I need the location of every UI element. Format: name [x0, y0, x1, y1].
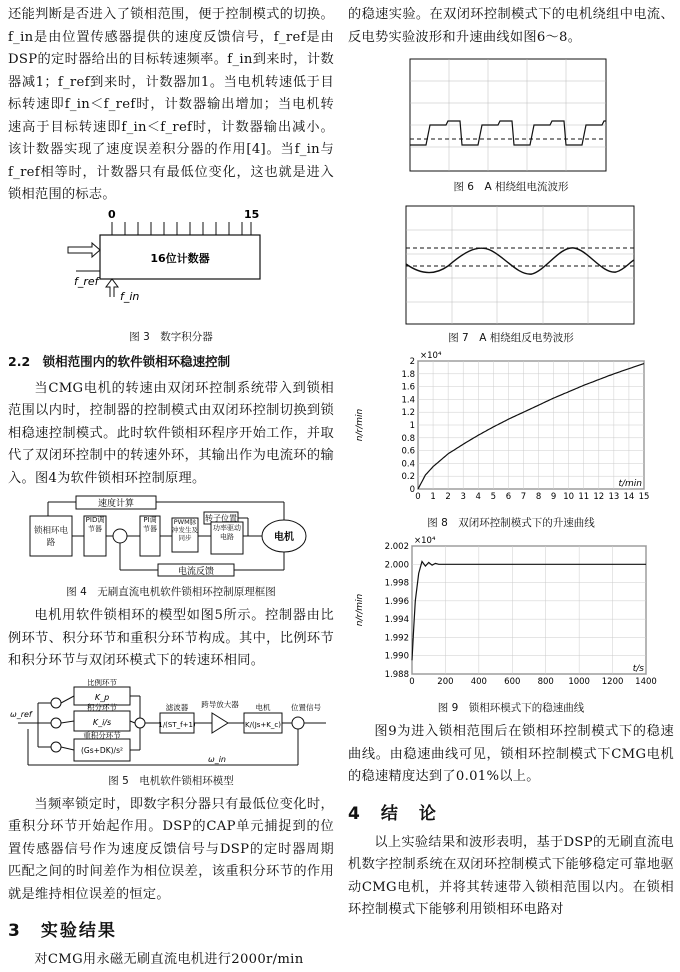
figure-3-integrator: [8, 207, 334, 325]
plot-area: [412, 546, 646, 674]
figure-6-waveform: [348, 55, 674, 175]
y-tick-label: 1.6: [401, 382, 415, 393]
y-tick-label: 1.990: [384, 651, 409, 662]
y-tick-label: 1.988: [384, 670, 409, 680]
input-arrow: [68, 243, 100, 257]
x-tick-label: 13: [608, 492, 620, 502]
x-tick-label: 15: [638, 492, 650, 502]
bit-0-label: 0: [108, 207, 116, 221]
x-tick-label: 400: [470, 677, 487, 687]
wref-label: ω_ref: [10, 709, 32, 719]
y-tick-label: 0.8: [401, 433, 415, 444]
motor-label: 电机: [274, 532, 294, 543]
section-4-heading: 4 结 论: [348, 803, 438, 824]
x-tick-label: 0: [415, 492, 421, 502]
axis-multiplier: ×10⁴: [420, 351, 442, 361]
pos-label: 位置信号: [291, 702, 321, 712]
drive-label: 功率驱动电路: [213, 524, 241, 541]
y-tick-label: 1.4: [401, 395, 415, 406]
y-tick-label: 0.4: [401, 459, 415, 470]
x-tick-label: 0: [409, 677, 415, 687]
counter-label: 16位计数器: [150, 251, 210, 265]
x-tick-label: 6: [505, 492, 512, 502]
x-tick-label: 5: [490, 492, 497, 502]
x-tick-label: 1400: [635, 677, 657, 687]
fref-label: f_ref: [74, 274, 99, 288]
figure-4-caption: 图 4 无刷直流电机软件锁相环控制原理框图: [66, 586, 276, 598]
paragraph: 图9为进入锁相范围后在锁相环控制模式下的稳速曲线。由稳速曲线可见，锁相环控制模式下CMG电机的稳速精度达到了0.01%以上。: [348, 724, 674, 784]
left-column: [8, 4, 334, 972]
y-tick-label: 1.998: [384, 578, 409, 589]
figure-3-caption: 图 3 数字积分器: [129, 330, 213, 343]
rotor-pos-label: 转子位置: [205, 514, 237, 523]
amp-label: 跨导放大器: [201, 699, 239, 709]
pi-label: PI调节器: [143, 516, 157, 533]
prop-label: 比例环节: [87, 678, 117, 687]
y-axis-label: n/r/min: [355, 593, 365, 627]
y-tick-label: 0.2: [401, 472, 415, 483]
x-tick-label: 9: [550, 492, 557, 502]
x-tick-label: 2: [445, 492, 451, 502]
y-tick-label: 2: [409, 357, 415, 367]
current-fb-label: 电流反馈: [177, 567, 215, 577]
x-tick-label: 10: [563, 492, 575, 502]
paragraph: 电机用软件锁相环的模型如图5所示。控制器由比例环节、积分环节和重积分环节构成。其中，比例环节和积分环节与双闭环模式下的转速环相同。: [8, 608, 334, 668]
bit-15-label: 15: [244, 207, 260, 221]
section-2-2-heading: 2.2 锁相范围内的软件锁相环稳速控制: [8, 353, 231, 369]
y-axis-label: n/r/min: [355, 408, 365, 442]
paragraph: 当频率锁定时，即数字积分器只有最低位变化时，重积分环节开始起作用。DSP的CAP单元捕捉到的位置传感器信号作为速度反馈信号与DSP的定时器周期匹配之间的时间差作为相位误差，该重积分环节的作用就是维持相位误差的恒定。: [8, 796, 334, 902]
ki-label: K_i/s: [92, 717, 112, 727]
reint-label: 重积分环节: [83, 730, 121, 740]
axis-multiplier: ×10⁴: [414, 536, 436, 546]
figure-5-model: [8, 679, 334, 769]
x-tick-label: 600: [504, 677, 521, 687]
pwm-label: PWM脉冲发生及同步: [172, 518, 198, 542]
pll-label: 锁相环电路: [33, 526, 68, 548]
figure-9-chart: [348, 536, 674, 696]
x-tick-label: 1000: [568, 677, 590, 687]
figure-8-chart: [348, 351, 674, 511]
paragraph: 的稳速实验。在双闭环控制模式下的电机绕组中电流、反电势实验波形和升速曲线如图6～8。: [348, 7, 674, 45]
y-tick-label: 0: [409, 485, 415, 495]
figure-7-caption: 图 7 A 相绕组反电势波形: [448, 332, 574, 344]
fin-label: f_in: [120, 289, 140, 303]
y-tick-label: 0.6: [401, 446, 415, 457]
y-tick-label: 1.992: [384, 633, 409, 644]
integ-label: 积分环节: [87, 702, 117, 712]
motor-label: 电机: [255, 702, 271, 712]
y-tick-label: 1.2: [401, 408, 415, 419]
filter-label: 滤波器: [165, 702, 189, 712]
section-3-heading: 3 实验结果: [8, 921, 117, 941]
x-tick-label: 800: [537, 677, 554, 687]
kre-label: (Gs+DK)/s²: [81, 745, 123, 755]
x-axis-label: t/min: [618, 479, 642, 489]
x-tick-label: 14: [623, 492, 635, 502]
speed-calc-label: 速度计算: [97, 499, 135, 509]
figure-9-caption: 图 9 锁相环模式下的稳速曲线: [437, 702, 585, 714]
x-tick-label: 7: [520, 492, 527, 502]
paragraph: 还能判断是否进入了锁相范围，便于控制模式的切换。f_in是由位置传感器提供的速度反馈信号，f_ref是由DSP的定时器给出的目标转速频率。f_in到来时，计数器减1；f_ref到来时，计数器加1。当电机转速低于目标转速即f_in＜f_ref时，计数器输出增加；当电机转速高于目标转速即f_in＜f_ref时，计数器输出减小。该计数器实现了速度误差积分器的作用[4]。当f_in与f_ref相等时，计数器只有最低位变化，这也就是进入锁相范围的标志。: [8, 7, 334, 202]
x-tick-label: 4: [475, 492, 481, 502]
figure-8-caption: 图 8 双闭环控制模式下的升速曲线: [427, 517, 595, 529]
figure-7-waveform: [348, 204, 674, 326]
y-tick-label: 1.8: [401, 369, 415, 380]
y-tick-label: 2.000: [384, 560, 409, 571]
paragraph: 以上实验结果和波形表明，基于DSP的无刷直流电机数字控制系统在双闭环控制模式下能够稳定可靠地驱动CMG电机，并将其转速带入锁相范围以内。在锁相环控制模式下能够利用锁相环电路对: [348, 834, 674, 917]
x-axis-label: t/s: [632, 664, 644, 674]
motor-tf: K/(Js+K_c): [245, 720, 281, 729]
x-tick-label: 1: [430, 492, 436, 502]
x-tick-label: 11: [578, 492, 590, 502]
x-tick-label: 8: [535, 492, 542, 502]
x-tick-label: 1200: [601, 677, 624, 687]
y-tick-label: 1: [409, 421, 415, 431]
paragraph: 当CMG电机的转速由双闭环控制系统带入到锁相范围以内时，控制器的控制模式由双闭环控制切换到锁相稳速控制模式。此时软件锁相环程序开始工作，并取代了双闭环控制中的转速外环，其输出作为电流环的输入。图4为软件锁相环控制原理。: [8, 380, 334, 486]
figure-6-caption: 图 6 A 相绕组电流波形: [453, 181, 569, 193]
y-tick-label: 1.996: [384, 596, 409, 607]
figure-4-block-diagram: [8, 494, 334, 580]
filter-tf: 1/(ST_f+1): [158, 720, 196, 729]
win-label: ω_in: [208, 754, 226, 764]
kp-label: K_p: [94, 692, 110, 702]
right-column: [348, 4, 674, 922]
pid-label: PID调节器: [85, 516, 105, 533]
y-tick-label: 1.994: [384, 615, 409, 626]
x-tick-label: 3: [460, 492, 466, 502]
x-tick-label: 200: [437, 677, 454, 687]
x-tick-label: 12: [593, 492, 605, 502]
paragraph: 对CMG用永磁无刷直流电机进行2000r/min: [34, 952, 304, 967]
y-tick-label: 2.002: [384, 542, 409, 552]
figure-5-caption: 图 5 电机软件锁相环模型: [108, 774, 234, 787]
